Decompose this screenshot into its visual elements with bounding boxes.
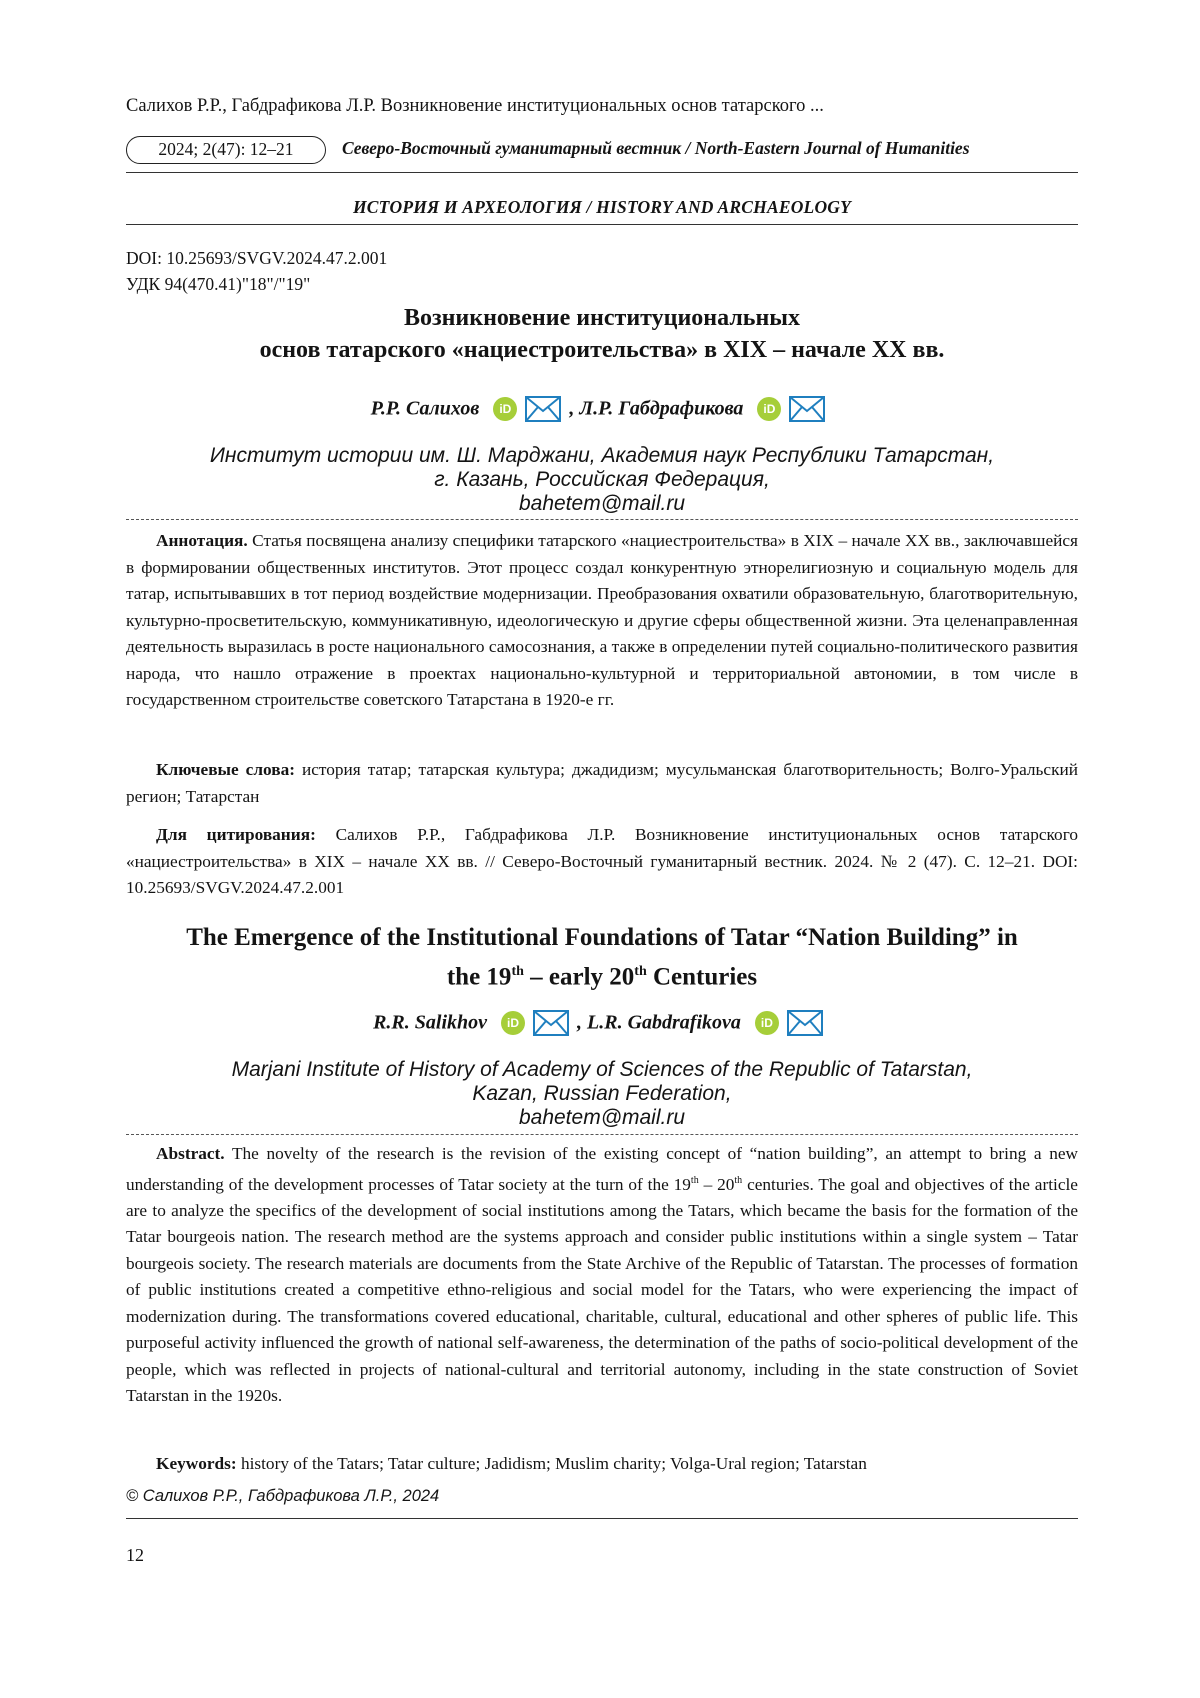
abstract-ru-text: Статья посвящена анализу специфики татарского «нациестроительства» в XIX – начале XX вв., заключавшейся в формировании общественных институтов. Этот процесс создал конкурентную этнорелигиозную и социальную модель для татар, испытывавших в тот период воздействие модернизации. Преобразования охватили образовательную, благотворительную, культурно-просветительскую, коммуникативную, идеологическую и другие сферы общественной жизни. Эта целенаправленная деятельность выразилась в росте национального самосознания, а также в определении путей социально-политического развития народа, что нашло отражение в проектах национально-культурной и территориальной автономии, в том числе в государственном строительстве советского Татарстана в 1920-е гг.: [126, 531, 1078, 709]
section-title: ИСТОРИЯ И АРХЕОЛОГИЯ / HISTORY AND ARCHAEOLOGY: [352, 197, 852, 217]
citation-ru-text: Салихов Р.Р., Габдрафикова Л.Р. Возникновение институциональных основ татарского «нациестроительства» в XIX – начале XX вв. // Северо-Восточный гуманитарный вестник. 2024. № 2 (47). С. 12–21. DOI: 10.25693/SVGV.2024.47.2.001: [126, 825, 1078, 897]
orcid-icon[interactable]: iD: [757, 397, 781, 421]
email-en[interactable]: bahetem@mail.ru: [518, 1106, 686, 1129]
dashed-separator: [126, 1134, 1078, 1135]
mail-icon[interactable]: [789, 396, 825, 422]
keywords-ru: [126, 757, 1078, 810]
journal-title: Северо-Восточный гуманитарный вестник / North-Eastern Journal of Humanities: [342, 138, 970, 158]
mail-icon[interactable]: [787, 1010, 823, 1036]
header-rule: [126, 172, 1078, 173]
article-title-en-line2: the 19th – early 20th Centuries: [446, 963, 758, 991]
article-title-en-line1: The Emergence of the Institutional Foundations of Tatar “Nation Building” in: [186, 924, 1018, 951]
keywords-ru-text: история татар; татарская культура; джадидизм; мусульманская благотворительность; Волго-Уральский регион; Татарстан: [126, 760, 1078, 806]
affiliation-ru-line2: г. Казань, Российская Федерация,: [434, 468, 770, 491]
orcid-icon[interactable]: iD: [501, 1011, 525, 1035]
keywords-ru-label: Ключевые слова:: [156, 760, 295, 779]
citation-ru: [126, 822, 1078, 902]
author-gabdrafikova-ru: , Л.Р. Габдрафикова: [569, 397, 744, 420]
affiliation-en-line2: Kazan, Russian Federation,: [472, 1082, 732, 1105]
article-title-en: [126, 921, 1078, 994]
affiliation-en-line1: Marjani Institute of History of Academy of Sciences of the Republic of Tatarstan,: [231, 1058, 973, 1081]
mail-icon[interactable]: [533, 1010, 569, 1036]
footer-rule: [126, 1518, 1078, 1519]
orcid-icon[interactable]: iD: [493, 397, 517, 421]
authors-ru: [126, 396, 1078, 422]
abstract-ru: [126, 528, 1078, 714]
dashed-separator: [126, 519, 1078, 520]
affiliation-ru-line1: Институт истории им. Ш. Марджани, Академия наук Республики Татарстан,: [209, 444, 995, 467]
article-title-ru: [126, 302, 1078, 366]
affiliation-en: [126, 1058, 1078, 1130]
citation-ru-label: Для цитирования:: [156, 825, 316, 844]
author-salikhov-ru: Р.Р. Салихов: [370, 397, 480, 420]
abstract-en: Abstract. The novelty of the research is the revision of the existing concept of “nation building”, an attempt to bring a new understanding of the development processes of Tatar society at the turn of the 19th – 20th centuries. The goal and objectives of the article are to analyze the specifics of the development of social institutions among the Tatars, which became the basis for the formation of the Tatar bourgeois nation. The research method are the systems approach and consider public institutions within a single system – Tatar bourgeois society. The research materials are documents from the State Archive of the Republic of Tatarstan. The processes of formation of public institutions created a competitive ethno-religious and social model for the Tatars, who were experiencing the impact of modernization during. The transformations covered educational, charitable, cultural, educational and other spheres of public life. This purposeful activity influenced the growth of national self-awareness, the determination of the paths of socio-political development of the people, which was reflected in projects of national-cultural and territorial autonomy, including in the state construction of Soviet Tatarstan in the 1920s.: [126, 1144, 1078, 1406]
email-ru[interactable]: bahetem@mail.ru: [518, 492, 686, 515]
doi[interactable]: DOI: 10.25693/SVGV.2024.47.2.001: [126, 248, 388, 268]
article-title-ru-line2: основ татарского «нациестроительства» в XIX – начале XX вв.: [259, 337, 945, 363]
orcid-icon[interactable]: iD: [755, 1011, 779, 1035]
abstract-en-label: Abstract.: [156, 1144, 225, 1163]
article-title-ru-line1: Возникновение институциональных: [403, 305, 801, 331]
section-rule: [126, 224, 1078, 225]
running-head: Салихов Р.Р., Габдрафикова Л.Р. Возникновение институциональных основ татарского ...: [126, 96, 824, 116]
abstract-ru-label: Аннотация.: [156, 531, 248, 550]
copyright: © Салихов Р.Р., Габдрафикова Л.Р., 2024: [126, 1487, 440, 1505]
udk-code: УДК 94(470.41)"18"/"19": [126, 274, 311, 294]
author-gabdrafikova-en: , L.R. Gabdrafikova: [577, 1011, 741, 1034]
issue-badge: 2024; 2(47): 12–21: [126, 136, 326, 164]
page-number: 12: [126, 1545, 144, 1565]
author-salikhov-en: R.R. Salikhov: [373, 1011, 488, 1034]
keywords-en-text: history of the Tatars; Tatar culture; Jadidism; Muslim charity; Volga-Ural region; Tatarstan: [236, 1454, 867, 1473]
authors-en: [126, 1010, 1078, 1036]
keywords-en-label: Keywords:: [156, 1454, 237, 1473]
affiliation-ru: [126, 444, 1078, 516]
mail-icon[interactable]: [525, 396, 561, 422]
keywords-en: [126, 1451, 1078, 1478]
